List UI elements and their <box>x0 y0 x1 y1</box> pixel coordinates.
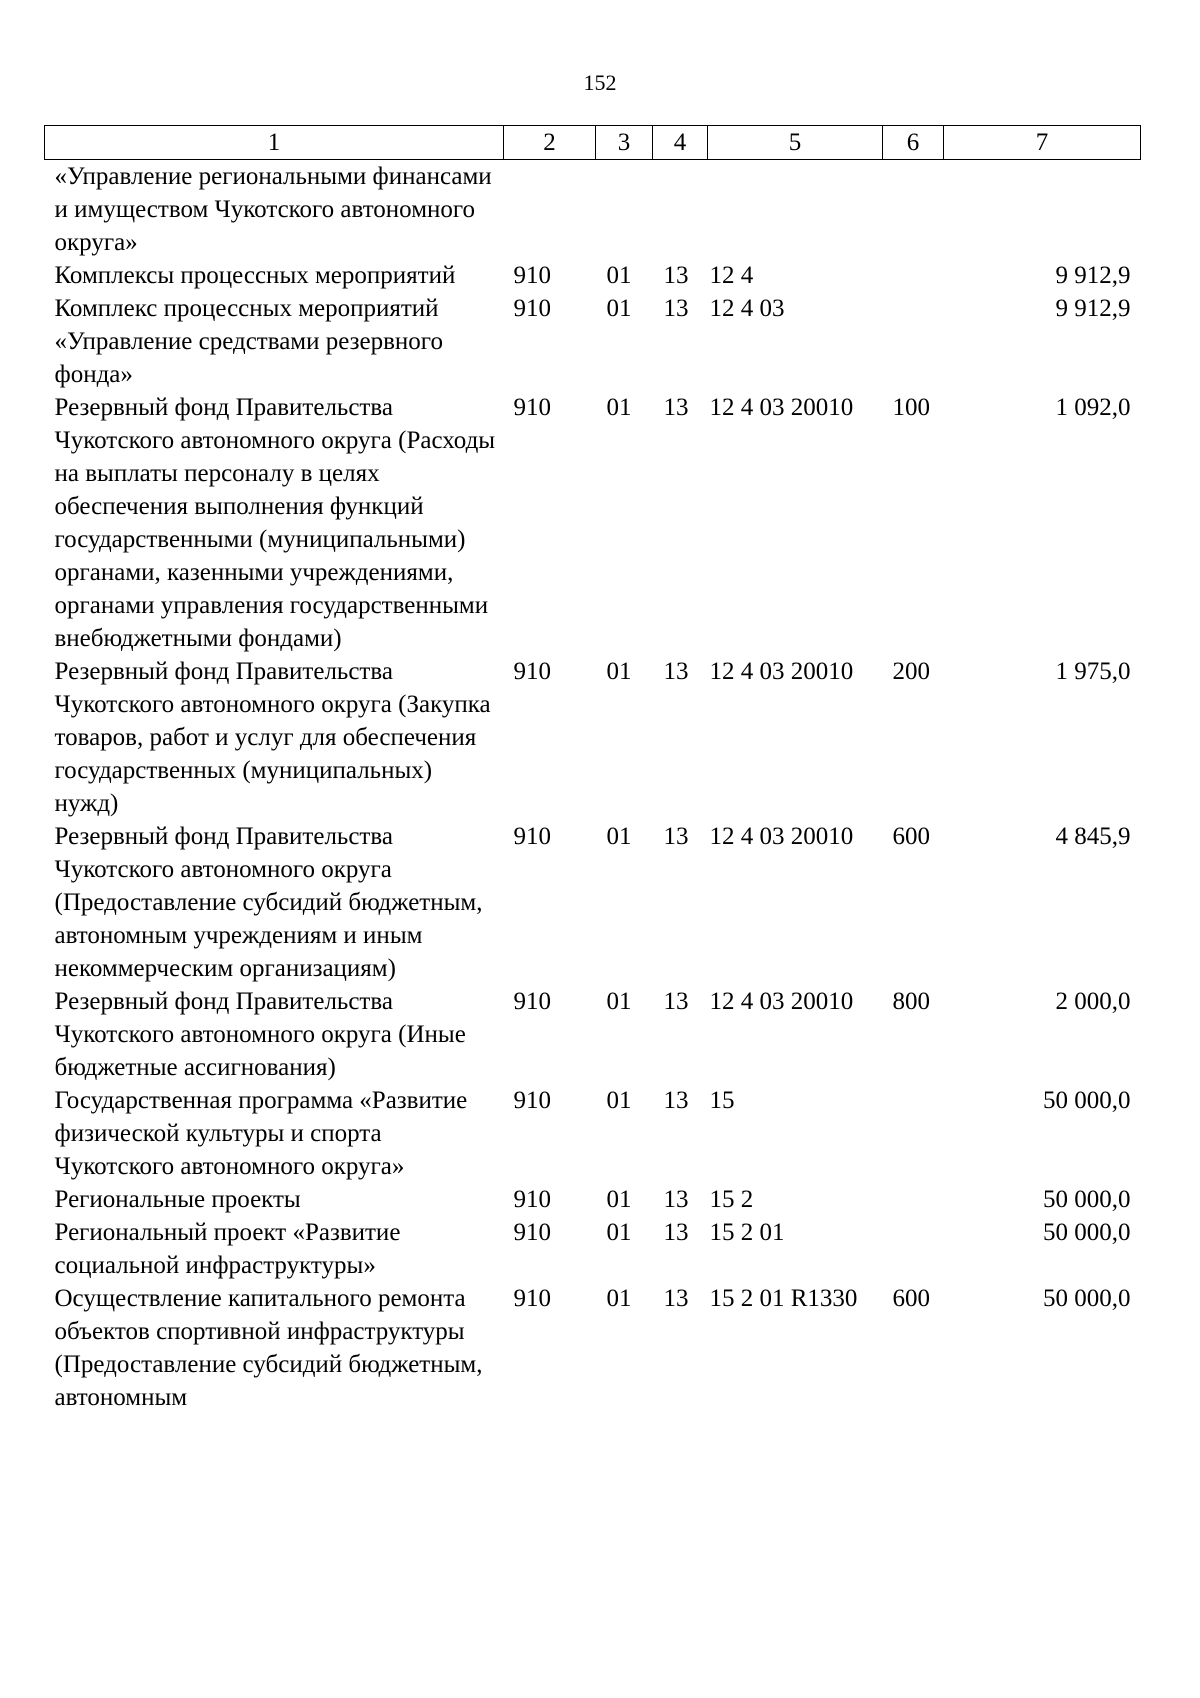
row-code-vr <box>883 160 944 260</box>
row-code-csr: 12 4 03 20010 <box>709 658 854 685</box>
row-sum: 1 092,0 <box>1055 394 1131 421</box>
table-header <box>45 126 1141 160</box>
row-name: Комплекс процессных мероприятий «Управление средствами резервного фонда» <box>54 295 443 388</box>
column-header-5: 5 <box>708 126 883 160</box>
row-code-rz: 01 <box>606 1285 632 1312</box>
row-code-rz: 01 <box>606 658 632 685</box>
row-code-vr <box>883 1084 944 1183</box>
row-code-vr: 600 <box>892 823 930 850</box>
row-name: Осуществление капитального ремонта объектов спортивной инфраструктуры (Предоставление субсидий бюджетным, автономным <box>54 1285 483 1411</box>
row-code-gr: 910 <box>513 658 551 685</box>
column-header-3: 3 <box>596 126 653 160</box>
table-row <box>45 1084 1141 1183</box>
row-sum: 50 000,0 <box>1043 1186 1131 1213</box>
table-row <box>45 1216 1141 1282</box>
row-code-rz: 01 <box>606 988 632 1015</box>
row-code-vr: 800 <box>892 988 930 1015</box>
table-row <box>45 292 1141 391</box>
row-name: Государственная программа «Развитие физической культуры и спорта Чукотского автономного округа» <box>54 1087 468 1180</box>
row-code-pr: 13 <box>663 1219 689 1246</box>
row-code-csr: 12 4 03 20010 <box>709 394 854 421</box>
row-code-vr: 600 <box>892 1285 930 1312</box>
row-code-vr <box>883 259 944 292</box>
row-code-gr: 910 <box>513 823 551 850</box>
row-name: Комплексы процессных мероприятий <box>54 262 456 289</box>
row-code-pr: 13 <box>663 1285 689 1312</box>
row-code-pr: 13 <box>663 295 689 322</box>
row-sum: 9 912,9 <box>1055 262 1131 289</box>
row-name: «Управление региональными финансами и имуществом Чукотского автономного округа» <box>54 163 492 256</box>
row-code-gr: 910 <box>513 394 551 421</box>
page-number: 152 <box>583 70 617 95</box>
column-header-6: 6 <box>883 126 944 160</box>
table-body <box>45 160 1141 1415</box>
row-code-csr: 12 4 <box>709 262 754 289</box>
row-code-csr: 12 4 03 20010 <box>709 823 854 850</box>
row-code-vr <box>883 292 944 391</box>
table-row <box>45 160 1141 260</box>
row-sum: 50 000,0 <box>1043 1219 1131 1246</box>
row-code-csr: 12 4 03 <box>709 295 785 322</box>
row-code-csr: 15 2 01 <box>709 1219 785 1246</box>
row-sum: 4 845,9 <box>1055 823 1131 850</box>
row-code-vr: 100 <box>892 394 930 421</box>
row-code-csr: 15 <box>709 1087 735 1114</box>
row-name: Резервный фонд Правительства Чукотского автономного округа (Закупка товаров, работ и услуг для обеспечения государственных (муниципальных) нужд) <box>54 658 491 817</box>
row-code-pr: 13 <box>663 262 689 289</box>
row-code-pr: 13 <box>663 1087 689 1114</box>
row-name: Резервный фонд Правительства Чукотского автономного округа (Иные бюджетные ассигнования) <box>54 988 466 1081</box>
table-row <box>45 820 1141 985</box>
row-code-pr: 13 <box>663 394 689 421</box>
row-sum: 1 975,0 <box>1055 658 1131 685</box>
row-sum: 2 000,0 <box>1055 988 1131 1015</box>
row-code-vr: 200 <box>892 658 930 685</box>
row-code-pr <box>653 160 708 260</box>
row-code-pr: 13 <box>663 988 689 1015</box>
row-code-rz: 01 <box>606 1186 632 1213</box>
row-code-csr: 15 2 01 R1330 <box>709 1285 858 1312</box>
row-code-pr: 13 <box>663 1186 689 1213</box>
row-code-gr: 910 <box>513 262 551 289</box>
row-code-rz <box>596 160 653 260</box>
row-name: Региональный проект «Развитие социальной инфраструктуры» <box>54 1219 401 1279</box>
row-code-gr: 910 <box>513 1186 551 1213</box>
row-sum: 50 000,0 <box>1043 1285 1131 1312</box>
row-code-gr: 910 <box>513 1087 551 1114</box>
row-code-pr: 13 <box>663 823 689 850</box>
row-code-rz: 01 <box>606 823 632 850</box>
row-code-csr: 12 4 03 20010 <box>709 988 854 1015</box>
row-code-gr: 910 <box>513 988 551 1015</box>
table-row <box>45 655 1141 820</box>
row-name: Резервный фонд Правительства Чукотского автономного округа (Предоставление субсидий бюджетным, автономным учреждениям и иным некоммерческим организациям) <box>54 823 483 982</box>
row-name: Резервный фонд Правительства Чукотского автономного округа (Расходы на выплаты персоналу в целях обеспечения выполнения функций государственными (муниципальными) органами, казенными учреждениями, органами управления государственными внебюджетными фондами) <box>54 394 496 652</box>
row-code-gr: 910 <box>513 1219 551 1246</box>
table-row <box>45 391 1141 655</box>
row-code-rz: 01 <box>606 1219 632 1246</box>
row-code-rz: 01 <box>606 1087 632 1114</box>
column-header-2: 2 <box>504 126 596 160</box>
column-header-1: 1 <box>45 126 504 160</box>
table-row <box>45 259 1141 292</box>
table-row <box>45 985 1141 1084</box>
row-code-pr: 13 <box>663 658 689 685</box>
column-header-7: 7 <box>944 126 1141 160</box>
row-code-vr <box>883 1183 944 1216</box>
row-code-csr: 15 2 <box>709 1186 754 1213</box>
row-code-rz: 01 <box>606 394 632 421</box>
row-code-rz: 01 <box>606 262 632 289</box>
row-code-vr <box>883 1216 944 1282</box>
budget-table <box>44 125 1141 1414</box>
row-code-csr <box>708 160 883 260</box>
row-sum: 50 000,0 <box>1043 1087 1131 1114</box>
row-code-gr <box>504 160 596 260</box>
row-code-rz: 01 <box>606 295 632 322</box>
column-header-4: 4 <box>653 126 708 160</box>
row-name: Региональные проекты <box>54 1186 301 1213</box>
header-row <box>45 126 1141 160</box>
row-code-gr: 910 <box>513 295 551 322</box>
table-row <box>45 1183 1141 1216</box>
row-code-gr: 910 <box>513 1285 551 1312</box>
row-sum <box>944 160 1141 260</box>
row-sum: 9 912,9 <box>1055 295 1131 322</box>
table-row <box>45 1282 1141 1414</box>
